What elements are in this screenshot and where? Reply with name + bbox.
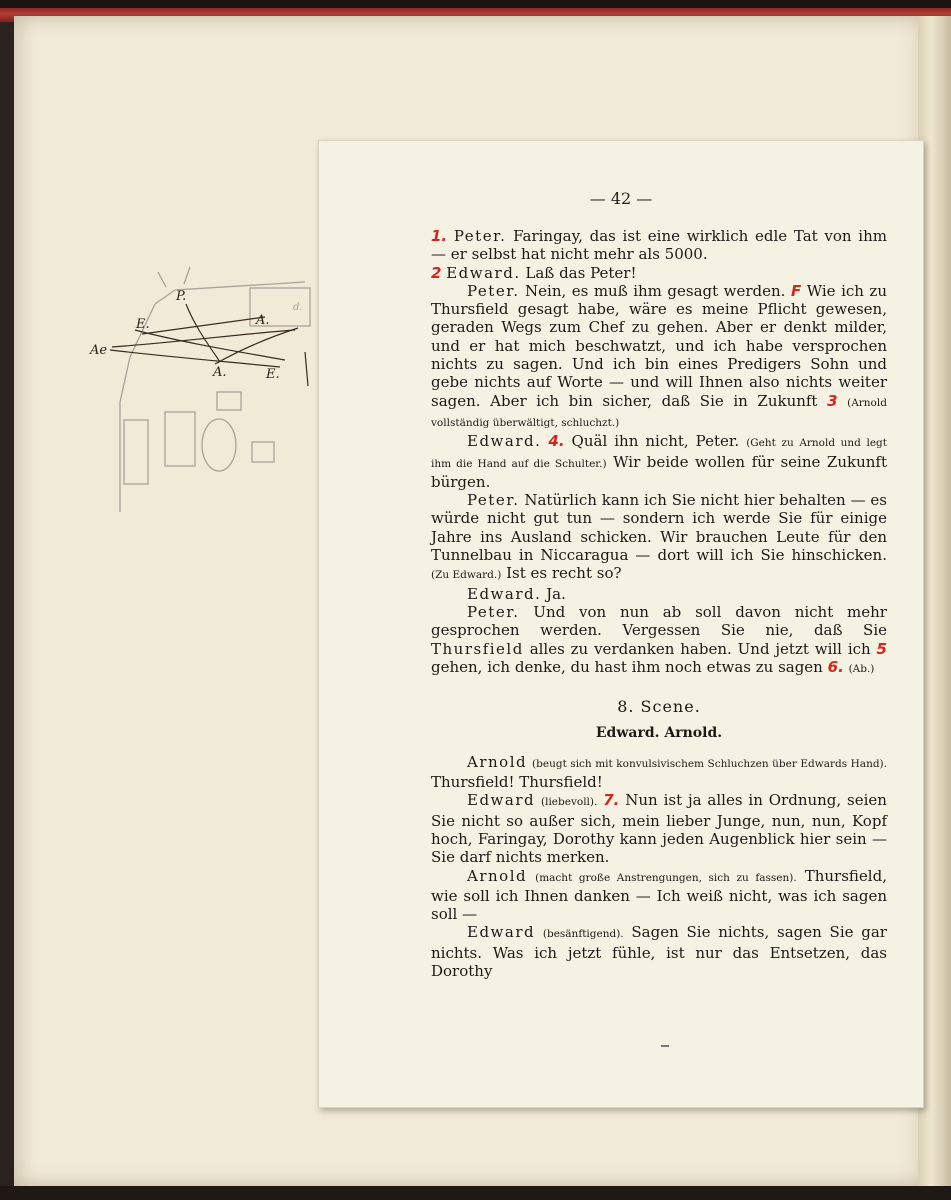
dialogue: Quäl ihn nicht, Peter.	[571, 432, 740, 451]
red-mark-1: 1.	[431, 227, 448, 245]
stage-direction: (Geht zu Arnold und legt ihm die Hand auf die Schulter.)	[431, 437, 887, 470]
dialogue: Laß das Peter!	[525, 263, 637, 282]
speaker: Peter.	[467, 281, 520, 300]
stage-diagram	[80, 262, 320, 522]
dialogue: Wie ich zu Thursfield gesagt habe, wäre es meine Pflicht gewesen, geraden Wegs zum Chef zu gehen. Aber er denkt milder, und er hat mich beschwatzt, und ich habe versprochen nichts zu sagen. Und ich bin eines Predigers Sohn und gebe nichts auf Worte — und will Ihnen also nichts weiter sagen. Aber ich bin sicher, daß Sie in Zukunft	[431, 281, 887, 410]
speaker: Arnold	[467, 866, 528, 885]
paragraph-9	[431, 791, 887, 866]
dialogue: Nein, es muß ihm gesagt werden.	[525, 281, 786, 300]
dialogue: Ja.	[546, 584, 566, 603]
dialogue: Nun ist ja alles in Ordnung, seien Sie nicht so außer sich, mein lieber Junge, nun, nun, Kopf hoch, Faringay, Dorothy kann jeden Augenblick hier sein — Sie darf nichts merken.	[431, 791, 887, 867]
stage-direction: (Zu Edward.)	[431, 569, 502, 582]
paragraph-5	[431, 491, 887, 584]
paragraph-2	[431, 264, 887, 282]
stage-plan-outline	[120, 267, 310, 512]
dialogue: Und von nun ab soll davon nicht mehr gesprochen werden. Vergessen Sie nie, daß Sie	[431, 602, 887, 640]
label-e: E.	[136, 317, 150, 332]
stage-direction: (Arnold vollständig überwältigt, schluchzt.)	[431, 396, 887, 429]
red-mark-5: 4.	[548, 432, 565, 451]
speaker: Edward	[467, 791, 536, 810]
label-a-top: A.	[256, 313, 270, 328]
script-text	[431, 227, 887, 980]
paragraph-3	[431, 282, 887, 432]
red-mark-2: 2	[431, 263, 442, 282]
paragraph-8	[431, 753, 887, 792]
dialogue: Sagen Sie nichts, sagen Sie gar nichts. Was ich jetzt fühle, ist nur das Entsetzen, das Dorothy	[431, 923, 887, 980]
bottom-edge	[0, 1186, 951, 1200]
character-name: Thursfield	[431, 639, 524, 658]
label-d: d.	[293, 302, 303, 313]
speaker: Edward.	[467, 432, 542, 451]
dialogue: gehen, ich denke, du hast ihm noch etwas zu sagen	[431, 657, 823, 676]
dialogue: alles zu verdanken haben. Und jetzt will ich	[529, 639, 871, 658]
dialogue: Thursfield, wie soll ich Ihnen danken — Ich weiß nicht, was ich sagen soll —	[431, 866, 887, 924]
dialogue: Ist es recht so?	[506, 564, 622, 583]
speaker: Edward.	[467, 584, 542, 603]
speaker: Peter.	[467, 602, 520, 621]
page-number: — 42 —	[589, 189, 653, 208]
stage-direction: (macht große Anstrengungen, sich zu fassen).	[535, 871, 797, 884]
label-a-bottom: A.	[213, 365, 227, 380]
paragraph-4	[431, 432, 887, 491]
speaker: Edward	[467, 923, 536, 942]
red-mark-7: 6.	[827, 657, 844, 676]
paragraph-11	[431, 923, 887, 980]
red-mark-3: F	[790, 281, 802, 300]
paragraph-1	[431, 227, 887, 264]
stage-direction: (Ab.)	[848, 662, 875, 675]
speaker: Peter.	[467, 491, 520, 510]
label-ae: Ae	[90, 343, 108, 358]
scene-title: 8. Scene.	[617, 697, 701, 717]
red-mark-6: 5	[876, 639, 887, 658]
dialogue: Faringay, das ist eine wirklich edle Tat von ihm — er selbst hat nicht mehr als 5000.	[431, 227, 887, 264]
label-e-bottom: E.	[266, 367, 280, 382]
typed-insert-page	[318, 140, 924, 1108]
dialogue: Thursfield! Thursfield!	[431, 773, 603, 792]
paragraph-6	[431, 585, 887, 603]
paragraph-10	[431, 867, 887, 924]
red-mark-8: 7.	[603, 791, 620, 810]
page-mark	[661, 1045, 669, 1047]
dialogue: Wir beide wollen für seine Zukunft bürgen.	[431, 452, 887, 491]
stage-direction: (beugt sich mit konvulsivischem Schluchzen über Edwards Hand).	[532, 757, 887, 770]
speaker: Edward.	[446, 263, 521, 282]
speaker: Arnold	[467, 752, 528, 771]
label-p: P.	[176, 289, 187, 304]
paragraph-7	[431, 603, 887, 678]
speaker: Peter.	[453, 227, 507, 245]
red-mark-4: 3	[827, 391, 838, 410]
scene-characters: Edward. Arnold.	[595, 725, 723, 742]
dialogue: Natürlich kann ich Sie nicht hier behalten — es würde nicht gut tun — sondern ich werde Sie für einige Jahre ins Ausland schicken. Wir brauchen Leute für den Tunnelbau in Niccaragua — dort will ich Sie hinschicken.	[431, 491, 887, 565]
stage-direction: (liebevoll).	[540, 796, 598, 809]
stage-direction: (besänftigend).	[542, 928, 624, 941]
